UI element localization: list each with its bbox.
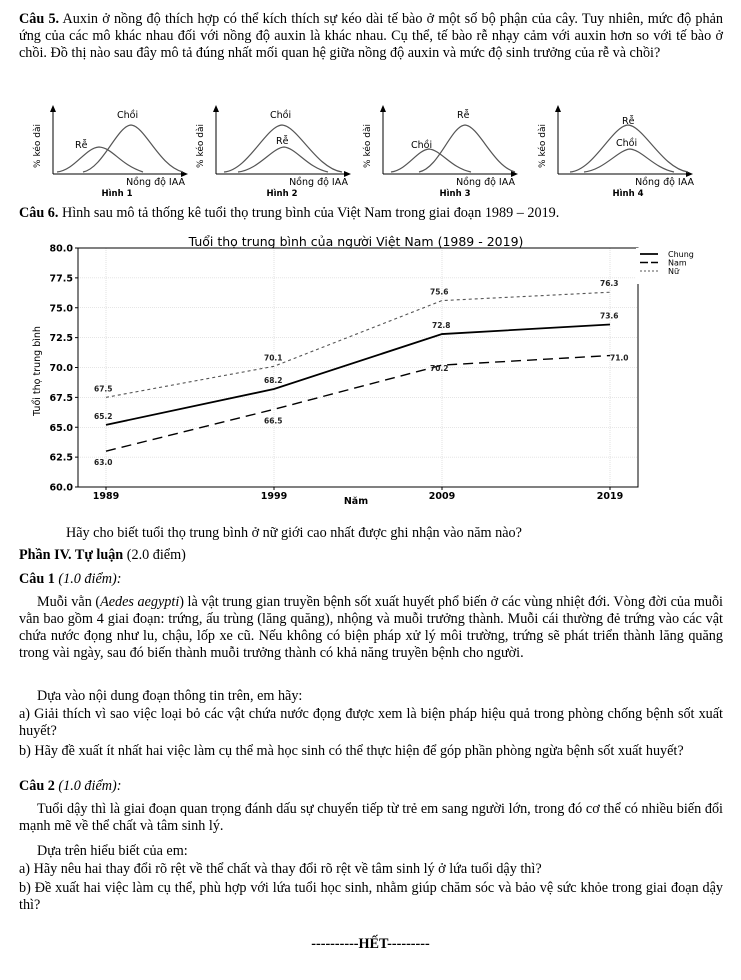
figure-3 bbox=[365, 104, 525, 203]
essay-2-label: Câu 2 bbox=[19, 778, 55, 794]
figure-3-label-b: Chồi bbox=[411, 140, 433, 151]
data-label: 71.0 bbox=[610, 353, 629, 363]
chart-legend bbox=[636, 248, 706, 284]
essay-1-passage-start: Muỗi vằn ( bbox=[37, 594, 101, 610]
figure-2-label-a: Chồi bbox=[270, 110, 292, 121]
part-4-heading bbox=[19, 547, 186, 564]
data-label: 67.5 bbox=[94, 384, 113, 394]
figure-4-caption: Hình 4 bbox=[612, 189, 644, 199]
figure-2-graph bbox=[198, 104, 358, 198]
figure-3-caption: Hình 3 bbox=[439, 189, 471, 199]
data-label: 73.6 bbox=[600, 311, 619, 321]
essay-1-part-b: b) Hãy đề xuất ít nhất hai việc làm cụ thể mà học sinh có thể thực hiện để góp phần phòng ngừa bệnh sốt xuất huyết? bbox=[19, 743, 684, 759]
essay-2-intro: Dựa trên hiểu biết của em: bbox=[37, 843, 188, 859]
question-5-text bbox=[19, 11, 723, 62]
question-6-label: Câu 6. bbox=[19, 205, 59, 221]
x-tick-label: 1989 bbox=[92, 491, 120, 502]
data-label: 70.2 bbox=[430, 364, 449, 374]
figure-1-xlabel: Nồng độ IAA bbox=[126, 177, 185, 188]
figure-2-xlabel: Nồng độ IAA bbox=[289, 177, 348, 188]
essay-1-intro: Dựa vào nội dung đoạn thông tin trên, em hãy: bbox=[37, 688, 303, 704]
figure-4 bbox=[540, 104, 700, 203]
essay-1-score: (1.0 điểm): bbox=[54, 571, 122, 587]
legend-label: Chung bbox=[668, 250, 694, 259]
question-6-text bbox=[19, 205, 723, 222]
chart-x-axis-label: Năm bbox=[343, 496, 369, 507]
data-label: 70.1 bbox=[264, 353, 283, 363]
question-6-prompt: Hãy cho biết tuổi thọ trung bình ở nữ giới cao nhất được ghi nhận vào năm nào? bbox=[66, 525, 522, 541]
figure-2-label-b: Rễ bbox=[276, 136, 289, 147]
figure-2 bbox=[198, 104, 358, 203]
question-5-label: Câu 5. bbox=[19, 11, 60, 27]
essay-2-score: (1.0 điểm): bbox=[54, 778, 122, 794]
x-tick-label: 1999 bbox=[260, 491, 288, 502]
y-tick-label: 60.0 bbox=[49, 482, 73, 494]
y-tick-label: 77.5 bbox=[49, 273, 73, 285]
chart-data-labels bbox=[94, 279, 629, 467]
y-tick-label: 65.0 bbox=[49, 422, 73, 434]
essay-2-heading bbox=[19, 778, 121, 795]
figure-3-ylabel: % kéo dài bbox=[363, 124, 373, 168]
x-tick-label: 2009 bbox=[428, 491, 456, 502]
y-tick-label: 67.5 bbox=[49, 392, 73, 404]
y-tick-label: 80.0 bbox=[49, 243, 73, 255]
figure-2-ylabel: % kéo dài bbox=[196, 124, 206, 168]
figure-1 bbox=[35, 104, 195, 203]
figure-1-graph bbox=[35, 104, 195, 198]
chart-svg bbox=[28, 228, 718, 511]
legend-label: Nữ bbox=[668, 267, 680, 276]
data-label: 63.0 bbox=[94, 458, 113, 468]
essay-1-label: Câu 1 bbox=[19, 571, 55, 587]
essay-1-species: Aedes aegypti bbox=[100, 594, 180, 610]
data-label: 68.2 bbox=[264, 376, 283, 386]
y-tick-label: 75.0 bbox=[49, 303, 73, 315]
chart-y-axis-label: Tuổi thọ trung bình bbox=[32, 326, 43, 416]
chart-grid bbox=[78, 248, 638, 487]
part-4-score: (2.0 điểm) bbox=[123, 547, 186, 563]
part-4-title: Phần IV. Tự luận bbox=[19, 547, 124, 563]
question-5-body: Auxin ở nồng độ thích hợp có thể kích thích sự kéo dài tế bào ở một số bộ phận của cây. Tuy nhiên, mức độ phản ứng của các mô khác nhau đối với nồng độ auxin là khác nhau. Cụ thể, tế bào rễ nhạy cảm với auxin hơn so với tế bào ở chồi. Đồ thị nào sau đây mô tả đúng nhất mối quan hệ giữa nồng độ auxin và mức độ sinh trưởng của rễ và chồi? bbox=[19, 11, 723, 61]
figure-4-xlabel: Nồng độ IAA bbox=[635, 177, 694, 188]
essay-1-passage bbox=[19, 594, 723, 662]
figure-2-caption: Hình 2 bbox=[266, 189, 298, 199]
y-tick-label: 70.0 bbox=[49, 363, 73, 374]
x-tick-label: 2019 bbox=[596, 491, 624, 502]
figure-4-label-a: Rễ bbox=[622, 116, 635, 127]
essay-2-passage: Tuổi dậy thì là giai đoạn quan trọng đánh dấu sự chuyển tiếp từ trẻ em sang người lớn, trong đó cơ thể có nhiều biến đổi mạnh mẽ về thể chất và tâm sinh lý. bbox=[19, 801, 723, 834]
question-6-body: Hình sau mô tả thống kê tuổi thọ trung bình của Việt Nam trong giai đoạn 1989 – 2019. bbox=[58, 205, 560, 221]
figure-1-caption: Hình 1 bbox=[101, 189, 133, 199]
end-marker: ----------HẾT--------- bbox=[311, 936, 430, 952]
essay-2-part-b: b) Đề xuất hai việc làm cụ thể, phù hợp với lứa tuổi học sinh, nhằm giúp chăm sóc và bảo vệ sức khỏe trong giai đoạn dậy thì? bbox=[19, 880, 723, 913]
figure-1-label-a: Chồi bbox=[117, 110, 139, 121]
figure-1-ylabel: % kéo dài bbox=[33, 124, 43, 168]
y-tick-label: 62.5 bbox=[49, 452, 73, 464]
essay-1-heading bbox=[19, 571, 121, 588]
data-label: 75.6 bbox=[430, 287, 449, 297]
chart-title: Tuổi thọ trung bình của người Việt Nam (1989 - 2019) bbox=[188, 234, 524, 249]
figure-3-xlabel: Nồng độ IAA bbox=[456, 177, 515, 188]
figure-4-ylabel: % kéo dài bbox=[538, 124, 548, 168]
figure-1-label-b: Rễ bbox=[75, 140, 88, 151]
essay-2-part-a: a) Hãy nêu hai thay đổi rõ rệt về thể chất và thay đổi rõ rệt về tâm sinh lý ở lứa tuổi dậy thì? bbox=[19, 861, 542, 877]
legend-label: Nam bbox=[668, 258, 687, 268]
series-line-Nam bbox=[106, 356, 610, 452]
figure-3-label-a: Rễ bbox=[457, 110, 470, 121]
figure-3-graph bbox=[365, 104, 525, 198]
figure-4-label-b: Chồi bbox=[616, 138, 638, 149]
figure-4-graph bbox=[540, 104, 700, 198]
essay-1-passage-end: ) là vật trung gian truyền bệnh sốt xuất huyết phổ biến ở các vùng nhiệt đới. Vòng đời của muỗi vằn bao gồm 4 giai đoạn: trứng, ấu trùng (lăng quăng), nhộng và muỗi trưởng thành. Muỗi cái thường đẻ trứng vào các vật chứa nước đọng như lu, chậu, lốp xe cũ. Nếu không có biện pháp xử lý môi trường, trứng sẽ phát triển thành lăng quăng trong vài ngày, sau đó biến thành muỗi trưởng thành có khả năng truyền bệnh cho người. bbox=[19, 594, 723, 661]
data-label: 72.8 bbox=[432, 321, 451, 331]
y-tick-label: 72.5 bbox=[49, 333, 73, 345]
data-label: 66.5 bbox=[264, 416, 283, 426]
essay-1-part-a: a) Giải thích vì sao việc loại bỏ các vật chứa nước đọng được xem là biện pháp hiệu quả trong phòng chống bệnh sốt xuất huyết? bbox=[19, 706, 723, 739]
chart-axes bbox=[50, 244, 638, 503]
life-expectancy-chart bbox=[28, 228, 718, 516]
data-label: 65.2 bbox=[94, 411, 113, 421]
series-line-Chung bbox=[106, 324, 610, 424]
data-label: 76.3 bbox=[600, 279, 619, 289]
